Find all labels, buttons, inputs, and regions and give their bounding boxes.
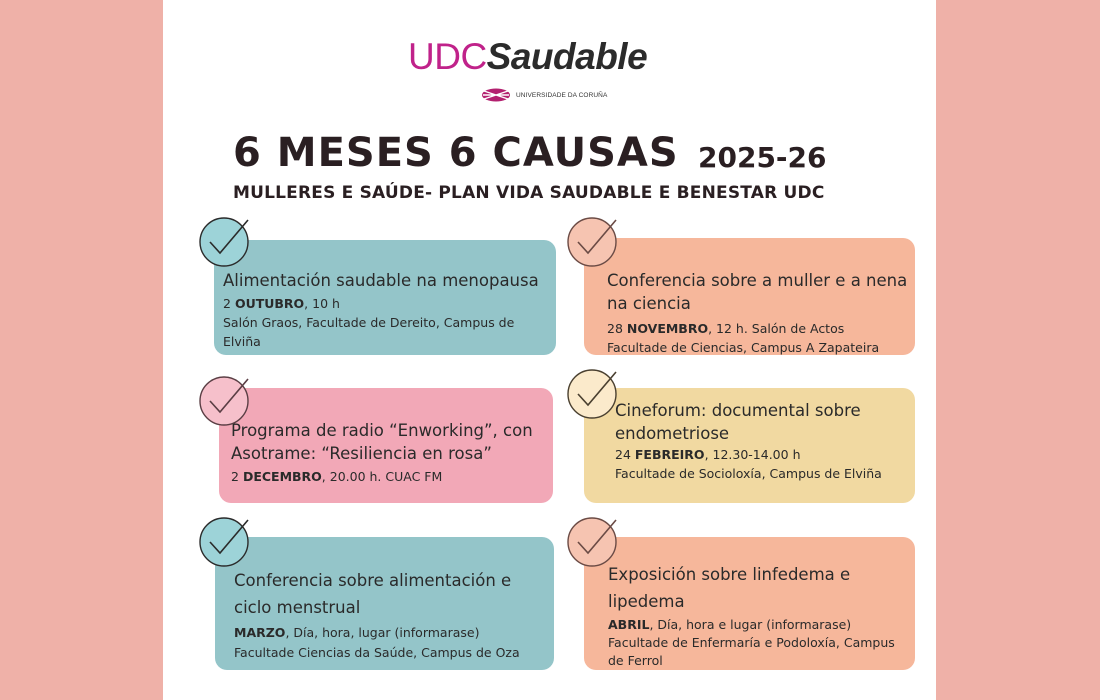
udc-emblem-icon <box>481 88 511 102</box>
event-card-april <box>584 537 915 670</box>
event-card-march <box>215 537 554 670</box>
check-circle-icon <box>196 514 252 570</box>
event-title: Conferencia sobre a muller e a nena na ciencia <box>607 271 908 313</box>
event-date: ABRIL, Día, hora e lugar (informarase) <box>608 617 852 632</box>
university-name: UNIVERSIDADE DA CORUÑA <box>516 91 608 99</box>
poster <box>163 0 936 700</box>
event-card-december <box>219 388 553 503</box>
udc-saudable-logo: UDCSaudable <box>408 36 648 77</box>
check-circle-icon <box>564 366 620 422</box>
event-title: Alimentación saudable na menopausa <box>223 271 539 290</box>
event-title: Programa de radio “Enworking”, con Asotrame: “Resiliencia en rosa” <box>231 421 533 463</box>
event-date: 28 NOVEMBRO, 12 h. Salón de Actos <box>607 321 845 336</box>
event-place: Facultade Ciencias da Saúde, Campus de Oza <box>234 645 520 660</box>
event-date: 24 FEBREIRO, 12.30-14.00 h <box>615 447 801 462</box>
event-title: Cineforum: documental sobre endometriose <box>615 401 861 443</box>
year-label: 2025-26 <box>698 141 827 174</box>
check-circle-icon <box>196 373 252 429</box>
event-card-november <box>584 238 915 355</box>
university-mark <box>481 88 607 102</box>
event-date: MARZO, Día, hora, lugar (informarase) <box>234 625 480 640</box>
event-place: Facultade de Enfermaría e Podoloxía, Campus de Ferrol <box>608 635 895 668</box>
page-title: 6 MESES 6 CAUSAS <box>233 130 679 176</box>
event-title: Conferencia sobre alimentación e ciclo menstrual <box>234 571 512 617</box>
event-place: Salón Graos, Facultade de Dereito, Campus de Elviña <box>223 315 515 349</box>
event-date: 2 DECEMBRO, 20.00 h. CUAC FM <box>231 469 443 484</box>
event-card-february <box>584 388 915 503</box>
event-title: Exposición sobre linfedema e lipedema <box>608 565 851 611</box>
event-place: Facultade de Ciencias, Campus A Zapateira <box>607 340 880 355</box>
subtitle: MULLERES E SAÚDE- PLAN VIDA SAUDABLE E BENESTAR UDC <box>233 183 825 203</box>
event-place: Facultade de Socioloxía, Campus de Elviña <box>615 466 882 481</box>
event-date: 2 OUTUBRO, 10 h <box>223 296 340 311</box>
check-circle-icon <box>196 214 252 270</box>
event-card-october <box>214 240 556 355</box>
check-circle-icon <box>564 214 620 270</box>
check-circle-icon <box>564 514 620 570</box>
